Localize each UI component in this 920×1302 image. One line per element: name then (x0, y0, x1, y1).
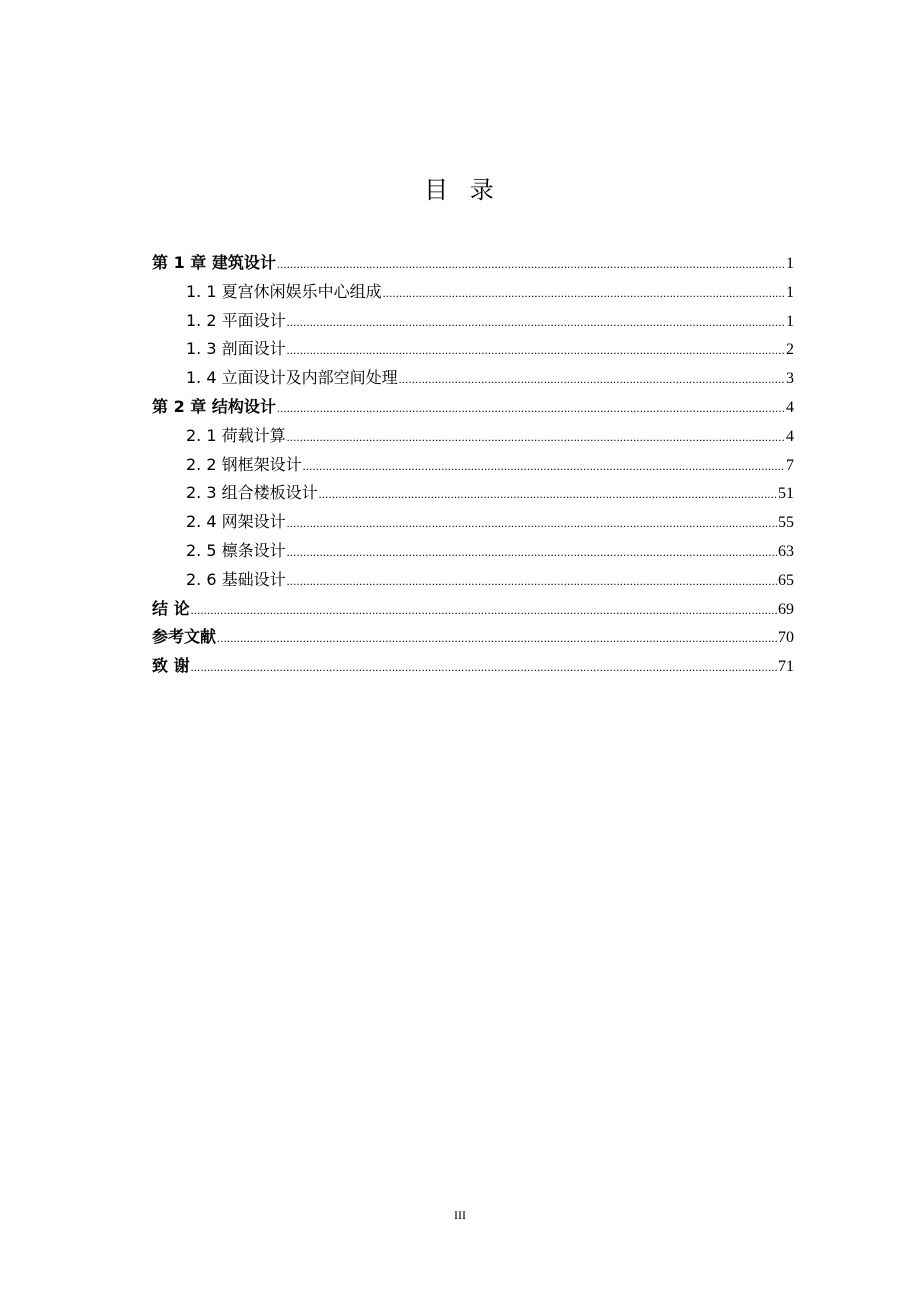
toc-entry[interactable] (152, 624, 794, 653)
toc-leader (287, 516, 777, 531)
toc-entry[interactable] (152, 336, 794, 365)
toc-page-number: 51 (778, 485, 794, 503)
toc-leader (287, 430, 785, 445)
toc-page-number: 1 (786, 255, 794, 272)
table-of-contents (152, 250, 794, 682)
toc-leader (383, 286, 785, 301)
toc-entry[interactable] (152, 452, 794, 481)
toc-entry-text: 第 1 章 建筑设计 (152, 253, 276, 272)
toc-entry-text: 致 谢 (152, 656, 190, 676)
toc-leader (303, 459, 785, 474)
toc-page-number: 71 (778, 658, 794, 676)
toc-entry[interactable] (152, 250, 794, 279)
toc-page-number: 1 (786, 283, 794, 301)
toc-entry[interactable] (152, 365, 794, 394)
footer-page-number: III (454, 1208, 466, 1222)
toc-leader (191, 660, 777, 675)
toc-leader (277, 257, 785, 272)
toc-entry-text: 1. 2 平面设计 (186, 310, 286, 330)
toc-leader (287, 315, 785, 330)
toc-entry-text: 2. 3 组合楼板设计 (186, 483, 318, 503)
toc-entry-text: 2. 1 荷载计算 (186, 425, 286, 445)
toc-page-number: 3 (786, 370, 794, 388)
toc-entry-text: 2. 6 基础设计 (186, 569, 286, 589)
page-title: 目 录 (424, 176, 496, 204)
toc-entry-text: 2. 4 网架设计 (186, 512, 286, 532)
toc-entry[interactable] (152, 394, 794, 423)
toc-page-number: 63 (778, 542, 794, 560)
toc-entry[interactable] (152, 279, 794, 308)
toc-leader (191, 603, 777, 618)
toc-entry-text: 2. 2 钢框架设计 (186, 454, 302, 474)
toc-entry[interactable] (152, 509, 794, 538)
toc-leader (287, 574, 777, 589)
toc-leader (287, 343, 785, 358)
toc-page-number: 2 (786, 341, 794, 359)
toc-page-number: 7 (786, 456, 794, 474)
toc-page-number: 70 (778, 629, 794, 647)
toc-entry[interactable] (152, 567, 794, 596)
toc-entry[interactable] (152, 308, 794, 337)
toc-page-number: 4 (786, 427, 794, 445)
toc-entry-text: 1. 4 立面设计及内部空间处理 (186, 368, 398, 388)
toc-entry[interactable] (152, 596, 794, 625)
toc-leader (277, 401, 785, 416)
toc-entry-text: 1. 1 夏宫休闲娱乐中心组成 (186, 281, 382, 301)
toc-leader (287, 545, 777, 560)
toc-page-number: 69 (778, 600, 794, 618)
toc-page-number: 55 (778, 514, 794, 532)
toc-page-number: 65 (778, 571, 794, 589)
toc-entry[interactable] (152, 423, 794, 452)
toc-entry[interactable] (152, 538, 794, 567)
toc-entry-text: 第 2 章 结构设计 (152, 396, 276, 416)
toc-leader (319, 487, 777, 502)
toc-page-number: 4 (786, 398, 794, 416)
toc-entry-text: 参考文献 (152, 627, 217, 647)
toc-entry[interactable] (152, 480, 794, 509)
toc-entry[interactable] (152, 653, 794, 682)
toc-page-number: 1 (786, 312, 794, 330)
toc-entry-text: 2. 5 檩条设计 (186, 540, 286, 560)
toc-entry-text: 结 论 (152, 598, 190, 618)
toc-leader (399, 372, 785, 387)
toc-entry-text: 1. 3 剖面设计 (186, 339, 286, 359)
toc-leader (217, 631, 777, 646)
